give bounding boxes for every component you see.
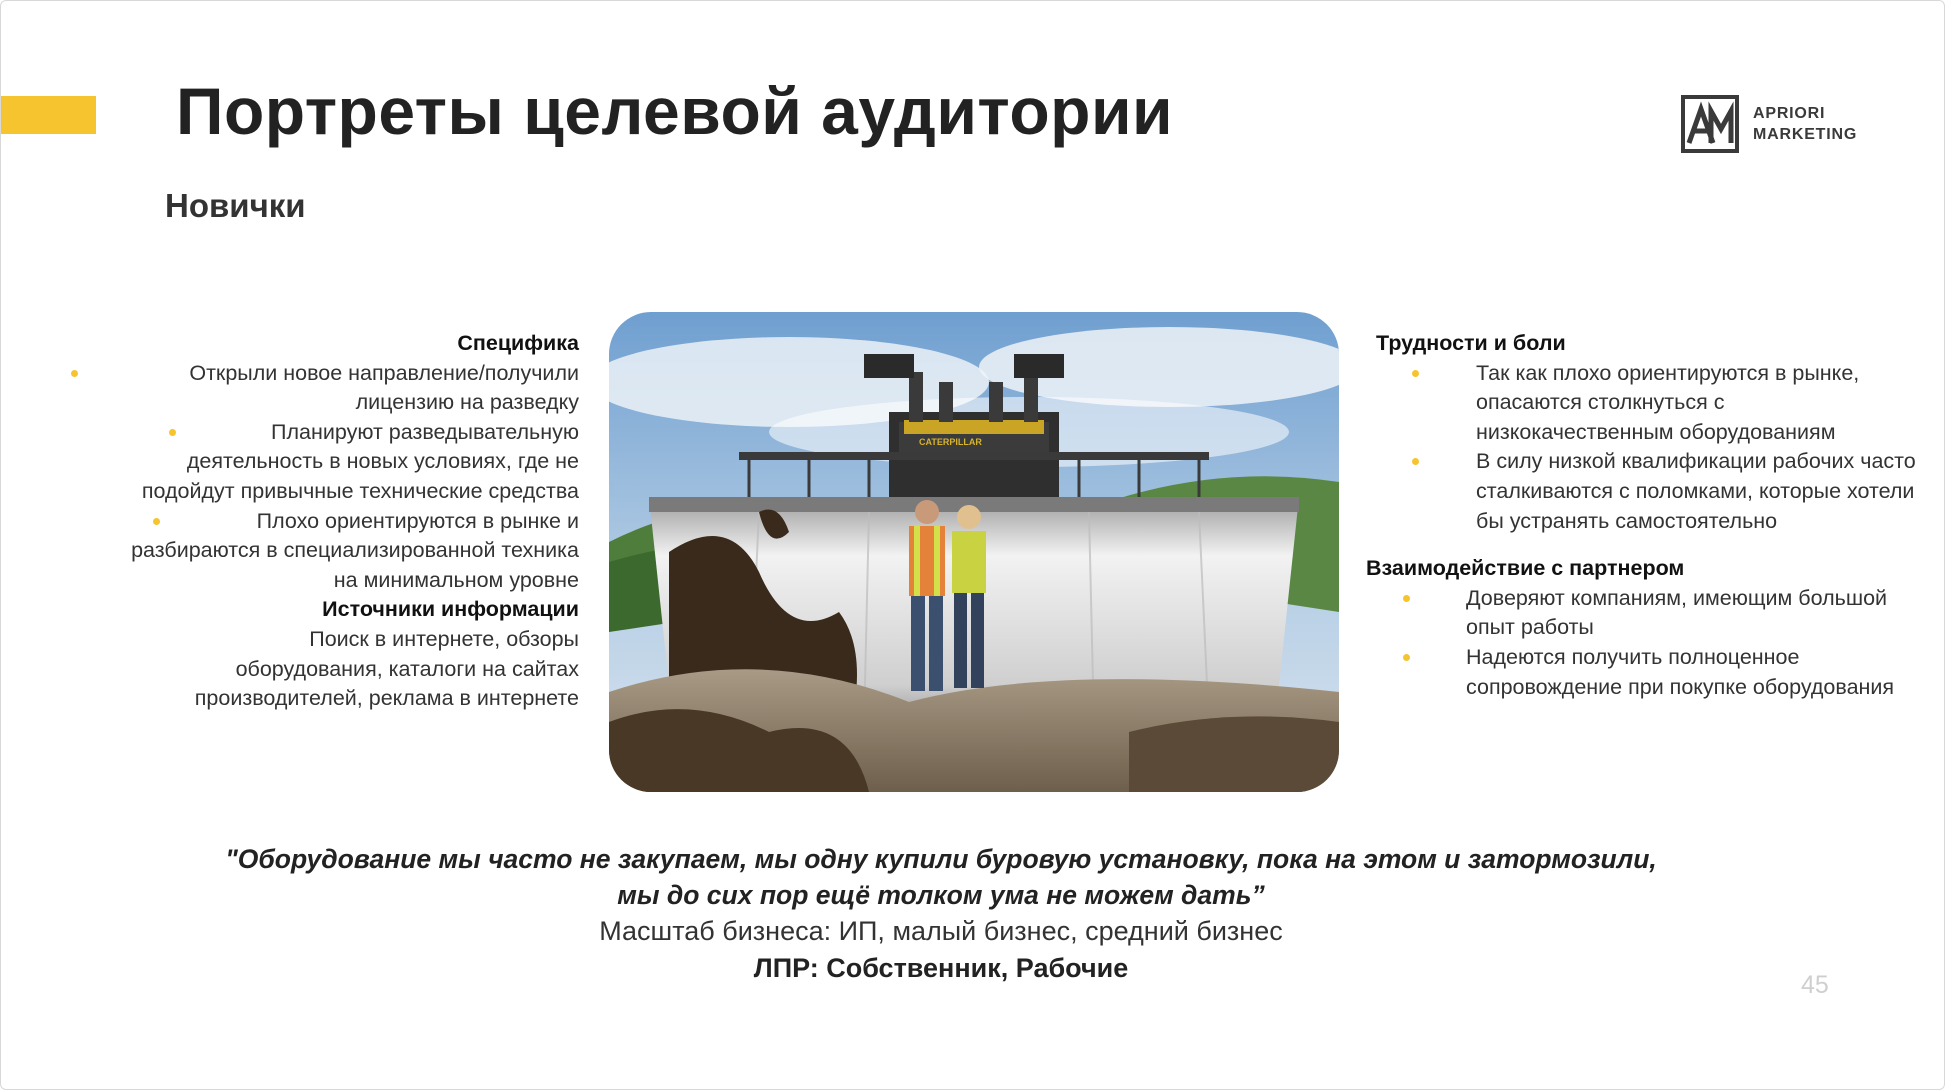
list-item (1366, 447, 1926, 536)
quote-line-1: "Оборудование мы часто не закупаем, мы одну купили буровую установку, пока на этом и затормозили, (225, 844, 1657, 874)
specifics-heading: Специфика (457, 331, 579, 355)
bullet-icon (153, 518, 160, 525)
slide-subtitle: Новички (165, 187, 306, 224)
right-column (1366, 329, 1926, 702)
sources-text: Поиск в интернете, обзоры оборудования, каталоги на сайтах производителей, реклама в интернете (194, 626, 579, 711)
machine-label: CATERPILLAR (919, 437, 982, 447)
list-item-text: В силу низкой квалификации рабочих часто сталкиваются с поломками, которые хотели бы устранять самостоятельно (1476, 449, 1916, 533)
list-item-text: Открыли новое направление/получили лицензию на разведку (189, 360, 579, 415)
list-item (1366, 584, 1926, 643)
partner-list (1366, 584, 1926, 702)
logo-line-2: MARKETING (1753, 126, 1858, 143)
bullet-icon (1412, 370, 1419, 377)
list-item-text: Планируют разведывательную деятельность в новых условиях, где не подойдут привычные технические средства (141, 419, 579, 503)
customer-quote (61, 841, 1821, 913)
list-item (1366, 643, 1926, 702)
accent-bar (1, 96, 96, 134)
bullet-icon (1403, 595, 1410, 602)
list-item (61, 418, 579, 507)
bulldozer-photo (609, 312, 1339, 792)
list-item (1366, 359, 1926, 448)
logo-line-1: APRIORI (1753, 105, 1826, 122)
bullet-icon (71, 370, 78, 377)
specifics-list (61, 359, 579, 596)
photo-illustration (609, 312, 1339, 792)
partner-heading: Взаимодействие с партнером (1366, 556, 1685, 581)
list-item-text: Доверяют компаниям, имеющим большой опыт работы (1466, 585, 1888, 640)
bullet-icon (169, 429, 176, 436)
page-number: 45 (1801, 971, 1829, 999)
business-scale: Масштаб бизнеса: ИП, малый бизнес, средний бизнес (599, 916, 1283, 946)
quote-line-2: мы до сих пор ещё толком ума не можем дать” (617, 880, 1265, 910)
brand-logo (1681, 95, 1857, 153)
slide-title: Портреты целевой аудитории (176, 74, 1174, 148)
bullet-icon (1403, 654, 1410, 661)
pains-heading: Трудности и боли (1376, 331, 1566, 355)
list-item-text: Плохо ориентируются в рынке и разбираются в специализированной техника на минимальном уровне (131, 508, 579, 592)
list-item-text: Так как плохо ориентируются в рынке, опасаются столкнуться с низкокачественным оборудованиям (1476, 360, 1860, 444)
decision-makers: ЛПР: Собственник, Рабочие (753, 953, 1129, 983)
sources-heading: Источники информации (322, 597, 579, 622)
left-column (61, 329, 579, 714)
list-item (61, 507, 579, 596)
list-item-text: Надеются получить полноценное сопровождение при покупке оборудования (1466, 644, 1895, 699)
logo-mark-icon (1681, 95, 1739, 153)
list-item (61, 359, 579, 418)
bullet-icon (1412, 458, 1419, 465)
pains-list (1366, 359, 1926, 537)
